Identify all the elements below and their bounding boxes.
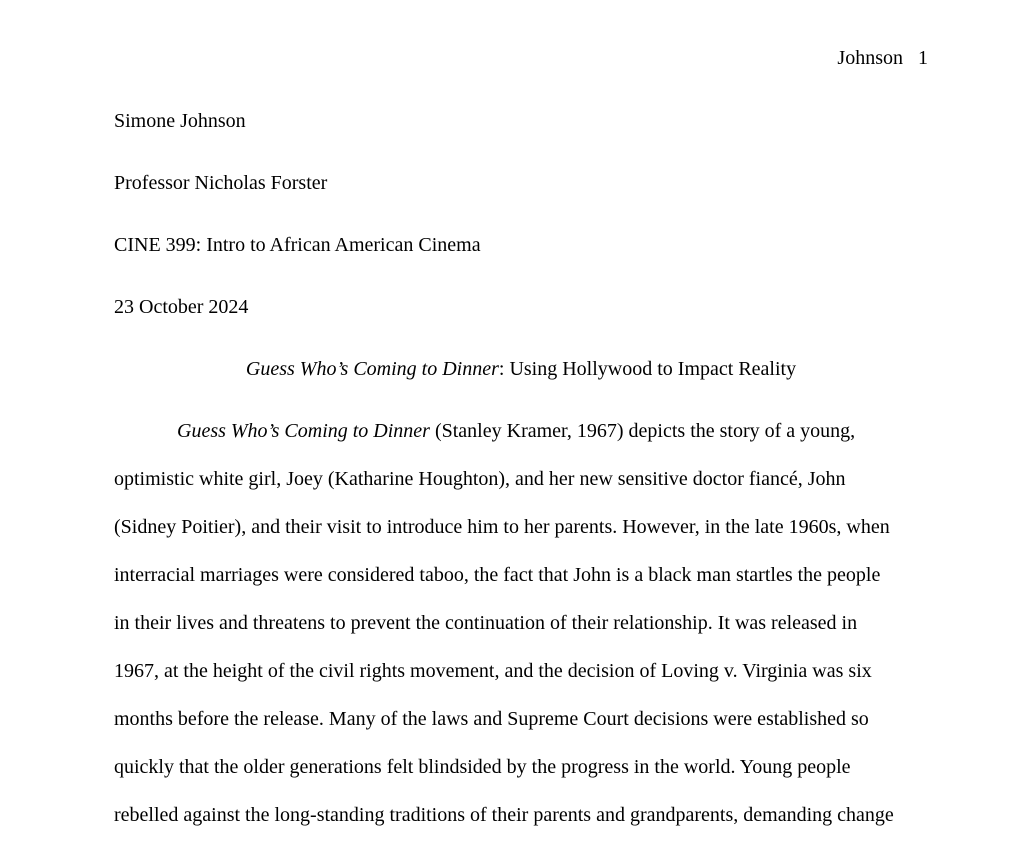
running-header (837, 46, 928, 70)
body-line: optimistic white girl, Joey (Katharine Houghton), and her new sensitive doctor fiancé, John (114, 468, 846, 490)
course-name: CINE 399: Intro to African American Cinema (114, 234, 481, 256)
body-line: in their lives and threatens to prevent the continuation of their relationship. It was released in (114, 612, 858, 634)
body-line-text: (Stanley Kramer, 1967) depicts the story of a young, (429, 420, 856, 442)
body-film-name: Guess Who’s Coming to Dinner (177, 420, 430, 442)
professor-name: Professor Nicholas Forster (114, 172, 328, 194)
title-film-name: Guess Who’s Coming to Dinner (245, 358, 499, 380)
body-line: quickly that the older generations felt blindsided by the progress in the world. Young people (114, 756, 851, 778)
essay-title (114, 357, 928, 381)
body-line: 1967, at the height of the civil rights movement, and the decision of Loving v. Virginia was six (114, 660, 872, 682)
body-paragraph (114, 419, 928, 851)
body-line: interracial marriages were considered taboo, the fact that John is a black man startles the people (114, 564, 881, 586)
body-line (114, 419, 928, 467)
body-line: (Sidney Poitier), and their visit to introduce him to her parents. However, in the late 1960s, when (114, 516, 890, 538)
header-page-number: 1 (918, 47, 928, 69)
body-line: months before the release. Many of the laws and Supreme Court decisions were established so (114, 708, 869, 730)
essay-date: 23 October 2024 (114, 296, 249, 318)
student-name: Simone Johnson (114, 110, 246, 132)
body-line: rebelled against the long-standing traditions of their parents and grandparents, demanding change (114, 804, 894, 826)
header-surname: Johnson (837, 47, 903, 69)
title-subtitle: : Using Hollywood to Impact Reality (498, 358, 797, 380)
